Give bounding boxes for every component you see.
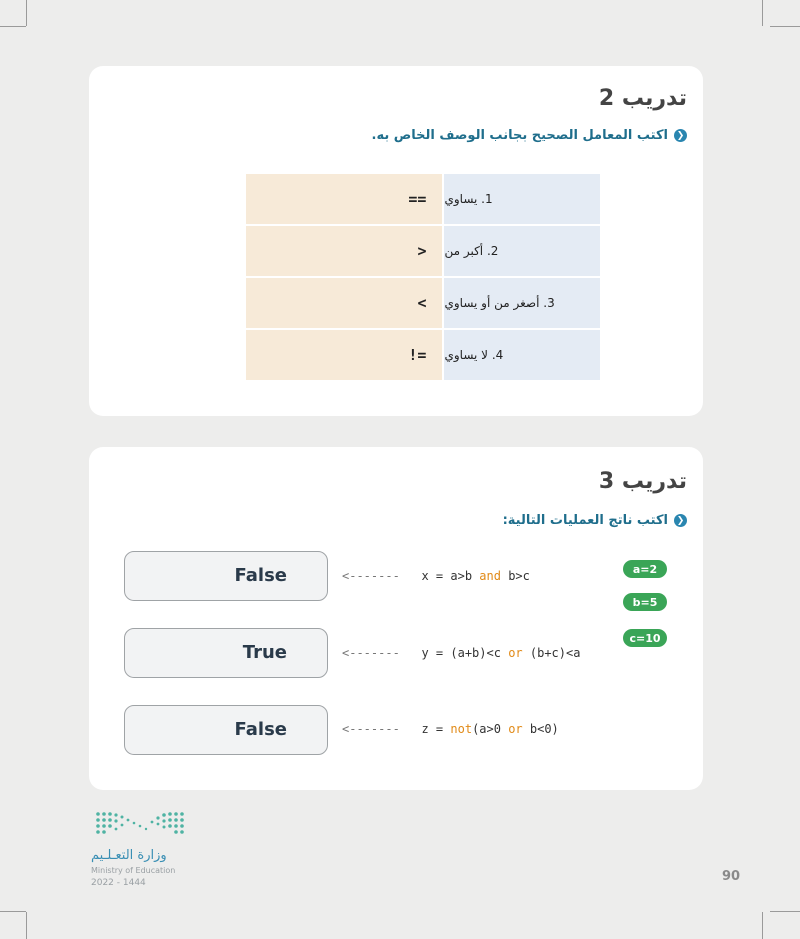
table-row: [246, 278, 600, 328]
crop-mark: [26, 912, 27, 939]
variable-badge: a=2: [623, 560, 667, 578]
code-text: (a>0: [472, 722, 509, 736]
description-cell: 1. يساوي: [444, 174, 600, 224]
code-keyword: not: [450, 722, 473, 736]
answer-box: [124, 551, 328, 601]
operator-cell: >: [246, 226, 442, 276]
instruction-text: اكتب ناتج العمليات التالية:: [502, 513, 668, 528]
chevron-left-icon: ❮: [674, 514, 687, 527]
table-row: [246, 174, 600, 224]
crop-mark: [762, 912, 763, 939]
answer-text: False: [234, 719, 287, 740]
expression-3: [342, 722, 559, 736]
operator-cell: ==: [246, 174, 442, 224]
table-row: [246, 226, 600, 276]
operators-table: [246, 174, 600, 382]
code-text: z =: [421, 722, 451, 736]
crop-mark: [770, 26, 800, 27]
code-text: b>c: [500, 569, 530, 583]
expression-2: [342, 646, 580, 660]
code-text: x = a>b: [421, 569, 480, 583]
exercise-2-instruction: [372, 128, 687, 143]
expression-1: [342, 569, 530, 583]
code-text: y = (a+b)<c: [421, 646, 509, 660]
dashed-arrow: <-------: [342, 646, 400, 660]
exercise-2-title: تدريب 2: [598, 86, 687, 111]
year-label: 2022 - 1444: [91, 878, 146, 888]
exercise-2-card: [89, 66, 703, 416]
exercise-3-card: [89, 447, 703, 790]
crop-mark: [0, 26, 26, 27]
dashed-arrow: <-------: [342, 722, 400, 736]
page-number: 90: [722, 869, 741, 884]
table-row: [246, 330, 600, 380]
chevron-left-icon: ❮: [674, 129, 687, 142]
exercise-3-instruction: [503, 513, 687, 528]
crop-mark: [0, 911, 26, 912]
description-cell: 2. أكبر من: [444, 226, 600, 276]
code-keyword: or: [508, 646, 523, 660]
operator-cell: !=: [246, 330, 442, 380]
variable-badge: c=10: [623, 629, 667, 647]
answer-text: False: [234, 565, 287, 586]
code-text: (b+c)<a: [522, 646, 581, 660]
answer-text: True: [242, 642, 287, 663]
variable-badge: b=5: [623, 593, 667, 611]
ministry-name-arabic: وزارة التعـلـيم: [91, 848, 167, 863]
crop-mark: [762, 0, 763, 26]
code-keyword: and: [479, 569, 501, 583]
description-cell: 4. لا يساوي: [444, 330, 600, 380]
answer-box: [124, 705, 328, 755]
instruction-text: اكتب المعامل الصحيح بجانب الوصف الخاص به.: [371, 128, 668, 143]
ministry-name-english: Ministry of Education: [91, 866, 176, 875]
ministry-logo-icon: [92, 808, 188, 842]
crop-mark: [770, 911, 800, 912]
crop-mark: [26, 0, 27, 26]
dashed-arrow: <-------: [342, 569, 400, 583]
answer-box: [124, 628, 328, 678]
code-text: b<0): [522, 722, 559, 736]
code-keyword: or: [508, 722, 523, 736]
description-cell: 3. أصغر من أو يساوي: [444, 278, 600, 328]
operator-cell: <: [246, 278, 442, 328]
exercise-3-title: تدريب 3: [598, 469, 687, 494]
